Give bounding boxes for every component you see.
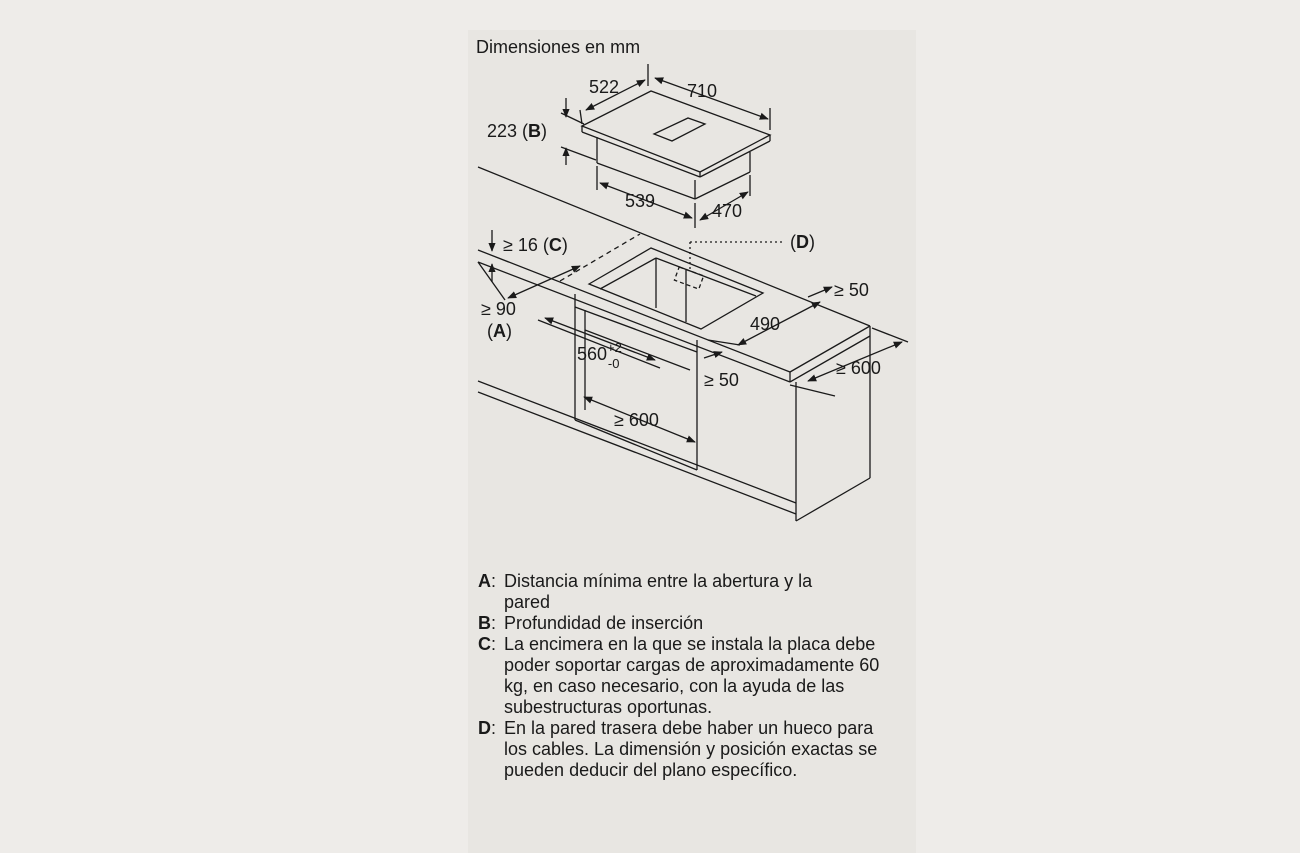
dim-cabinet-width: ≥ 600 [614,410,659,430]
countertop-dimensions [478,230,908,442]
legend-key: B [478,613,491,633]
cabinet-outline [478,294,870,521]
dim-front-clearance: ≥ 50 [704,370,739,390]
legend-key: C [478,634,491,654]
dim-body-width: 539 [625,191,656,211]
legend-item-a: A: Distancia mínima entre la abertura y la pared [478,571,908,613]
legend-text: La encimera en la que se instala la placa debe poder soportar cargas de aproximadamente 60 kg, en caso necesario, con la ayuda de las subestructuras oportunas. [504,634,880,717]
legend-text: Profundidad de inserción [504,613,704,633]
legend [478,571,908,781]
dim-side-clearance: ≥ 50 [834,280,869,300]
dim-hob-width: 710 [687,81,718,101]
legend-text: Distancia mínima entre la abertura y la pared [504,571,813,612]
dim-wall-distance: ≥ 90 [481,299,516,319]
legend-key: A [478,571,491,591]
dim-min-thickness: ≥ 16 (C) [503,235,568,255]
countertop-outline [478,167,870,382]
label-cable-hole: (D) [790,232,815,252]
dim-body-depth: 470 [712,201,743,221]
dim-insertion-depth: 223 (B) [487,121,548,141]
legend-text: En la pared trasera debe haber un hueco para los cables. La dimensión y posición exactas se pueden deducir del plano específico. [504,718,878,780]
hob-outline [582,91,770,199]
dim-cutout-width: $560^{+2}$ -0 [577,340,622,371]
legend-item-c: C: La encimera en la que se instala la placa debe poder soportar cargas de aproximadamente 60 kg, en caso necesario, con la ayuda de las subestructuras oportunas. [478,634,908,718]
dim-counter-depth: ≥ 600 [836,358,881,378]
legend-item-b: B: Profundidad de inserción [478,613,908,634]
dim-cutout-depth: 490 [750,314,781,334]
legend-item-d: D: En la pared trasera debe haber un hueco para los cables. La dimensión y posición exactas se pueden deducir del plano específico. [478,718,908,781]
diagram-title: Dimensiones en mm [476,37,641,57]
legend-key: D [478,718,491,738]
label-wall-distance-key: (A) [487,321,512,341]
dim-hob-depth: 522 [589,77,620,97]
